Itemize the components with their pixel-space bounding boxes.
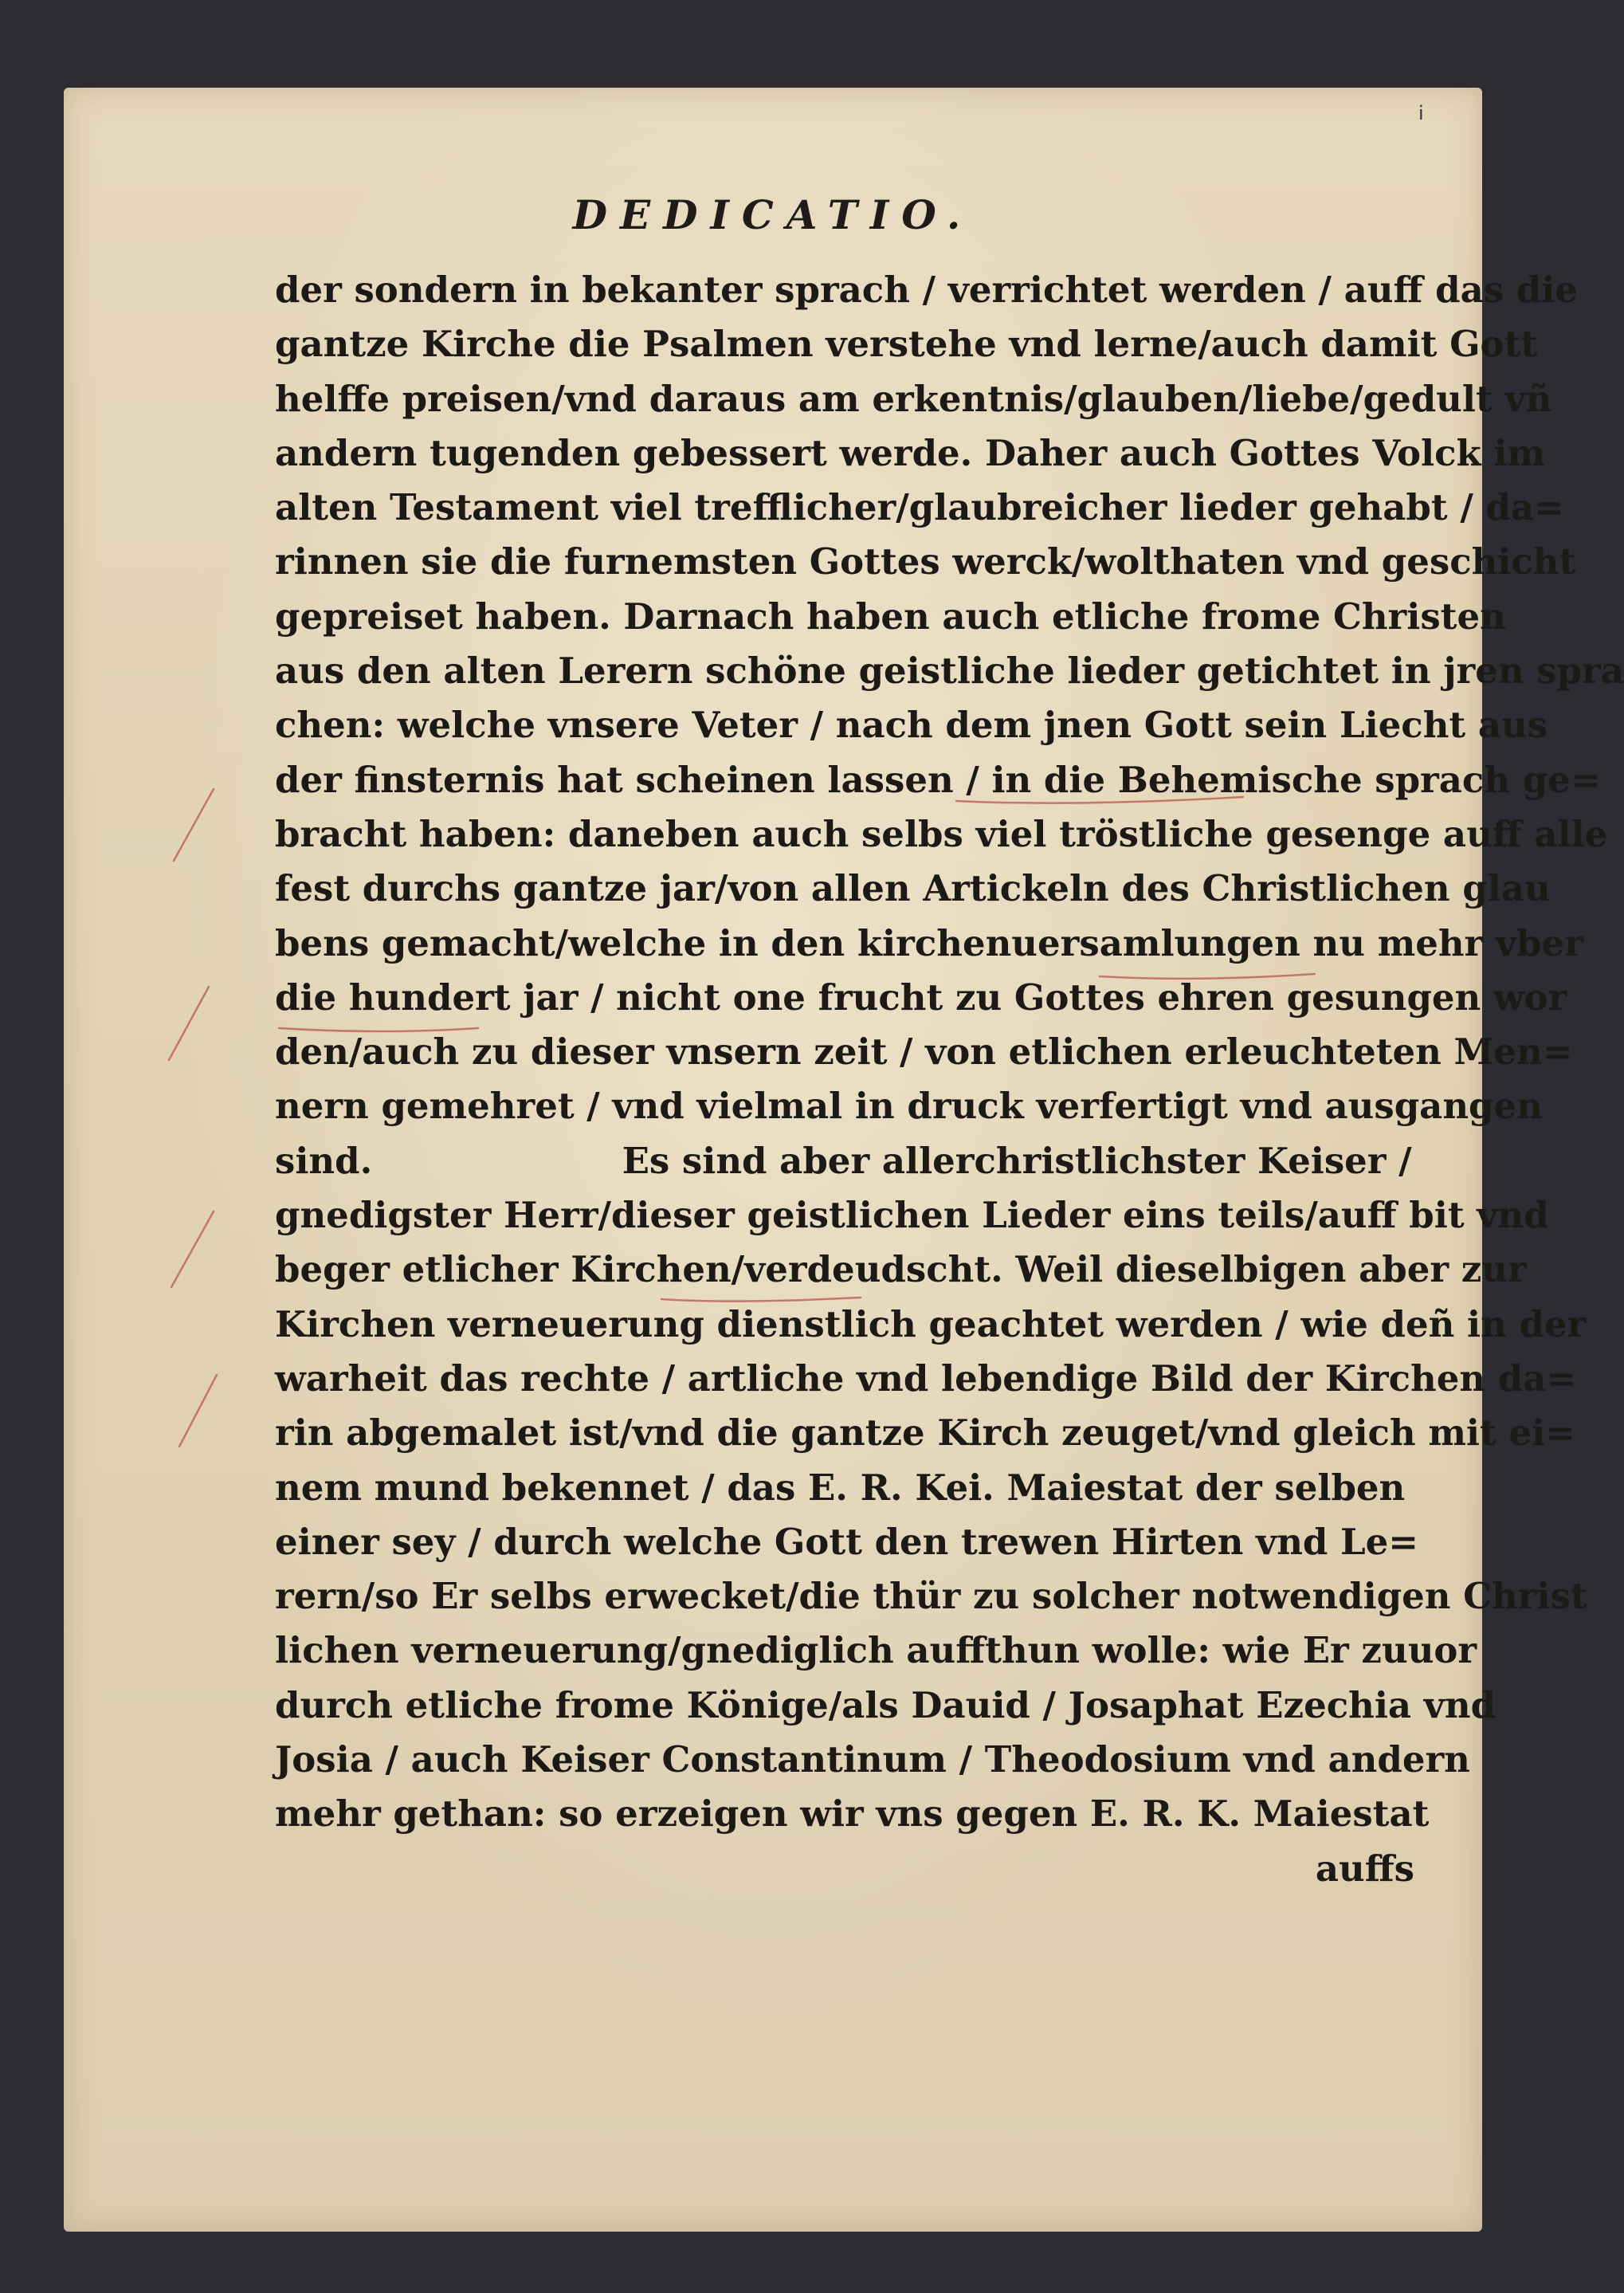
text-line: nem mund bekennet / das E. R. Kei. Maiestat der selben: [275, 1466, 1406, 1509]
text-line: durch etliche frome Könige/als Dauid / Josaphat Ezechia vnd: [275, 1683, 1497, 1726]
text-line: chen: welche vnsere Veter / nach dem jnen Gott sein Liecht aus: [275, 704, 1548, 747]
text-line: einer sey / durch welche Gott den trewen Hirten vnd Le=: [275, 1520, 1419, 1563]
text-line: rin abgemalet ist/vnd die gantze Kirch zeuget/vnd gleich mit ei=: [275, 1412, 1575, 1455]
text-line: Josia / auch Keiser Constantinum / Theodosium vnd andern: [275, 1738, 1470, 1781]
text-line: nern gemehret / vnd vielmal in druck verfertigt vnd ausgangen: [275, 1085, 1543, 1128]
text-line: mehr gethan: so erzeigen wir vns gegen E. R. K. Maiestat: [275, 1792, 1430, 1836]
page-mark: i: [1418, 102, 1424, 124]
text-line: Kirchen verneuerung dienstlich geachtet werden / wie deñ in der: [275, 1302, 1587, 1345]
text-line: gantze Kirche die Psalmen verstehe vnd lerne/auch damit Gott: [275, 323, 1538, 366]
text-line: andern tugenden gebessert werde. Daher auch Gottes Volck im: [275, 431, 1546, 474]
text-line: beger etlicher Kirchen/verdeudscht. Weil dieselbigen aber zur: [275, 1248, 1527, 1291]
text-line: der sondern in bekanter sprach / verrichtet werden / auff das die: [275, 269, 1578, 311]
text-line: lichen verneuerung/gnediglich auffthun wolle: wie Er zuuor: [275, 1629, 1477, 1672]
book-page: [64, 88, 1624, 2232]
text-line: den/auch zu dieser vnsern zeit / von etlichen erleuchteten Men=: [275, 1031, 1573, 1074]
text-line: gnedigster Herr/dieser geistlichen Lieder eins teils/auff bit vnd: [275, 1194, 1549, 1237]
text-line: helffe preisen/vnd daraus am erkentnis/glauben/liebe/gedult vñ: [275, 377, 1552, 420]
text-line: sind. Es sind aber allerchristlichster Keiser /: [275, 1139, 1412, 1182]
text-line: warheit das rechte / artliche vnd lebendige Bild der Kirchen da=: [275, 1357, 1577, 1400]
text-line: fest durchs gantze jar/von allen Artickeln des Christlichen glau: [275, 867, 1551, 910]
text-line: bracht haben: daneben auch selbs viel tröstliche gesenge auff alle: [275, 812, 1608, 855]
text-block: [275, 263, 1624, 1896]
running-head: DEDICATIO.: [572, 191, 974, 238]
text-line: die hundert jar / nicht one frucht zu Gottes ehren gesungen wor: [275, 976, 1567, 1019]
text-line: aus den alten Lerern schöne geistliche lieder getichtet in jren spra: [275, 650, 1624, 693]
catchword: auffs: [1315, 1847, 1414, 1890]
text-line: alten Testament viel trefflicher/glaubreicher lieder gehabt / da=: [275, 486, 1564, 529]
text-line: gepreiset haben. Darnach haben auch etliche frome Christen: [275, 595, 1506, 638]
text-line: der finsternis hat scheinen lassen / in die Behemische sprach ge=: [275, 758, 1601, 801]
text-line: rinnen sie die furnemsten Gottes werck/wolthaten vnd geschicht: [275, 540, 1576, 583]
text-line: rern/so Er selbs erwecket/die thür zu solcher notwendigen Christ: [275, 1575, 1587, 1618]
text-line: bens gemacht/welche in den kirchenuersamlungen nu mehr vber: [275, 921, 1583, 964]
